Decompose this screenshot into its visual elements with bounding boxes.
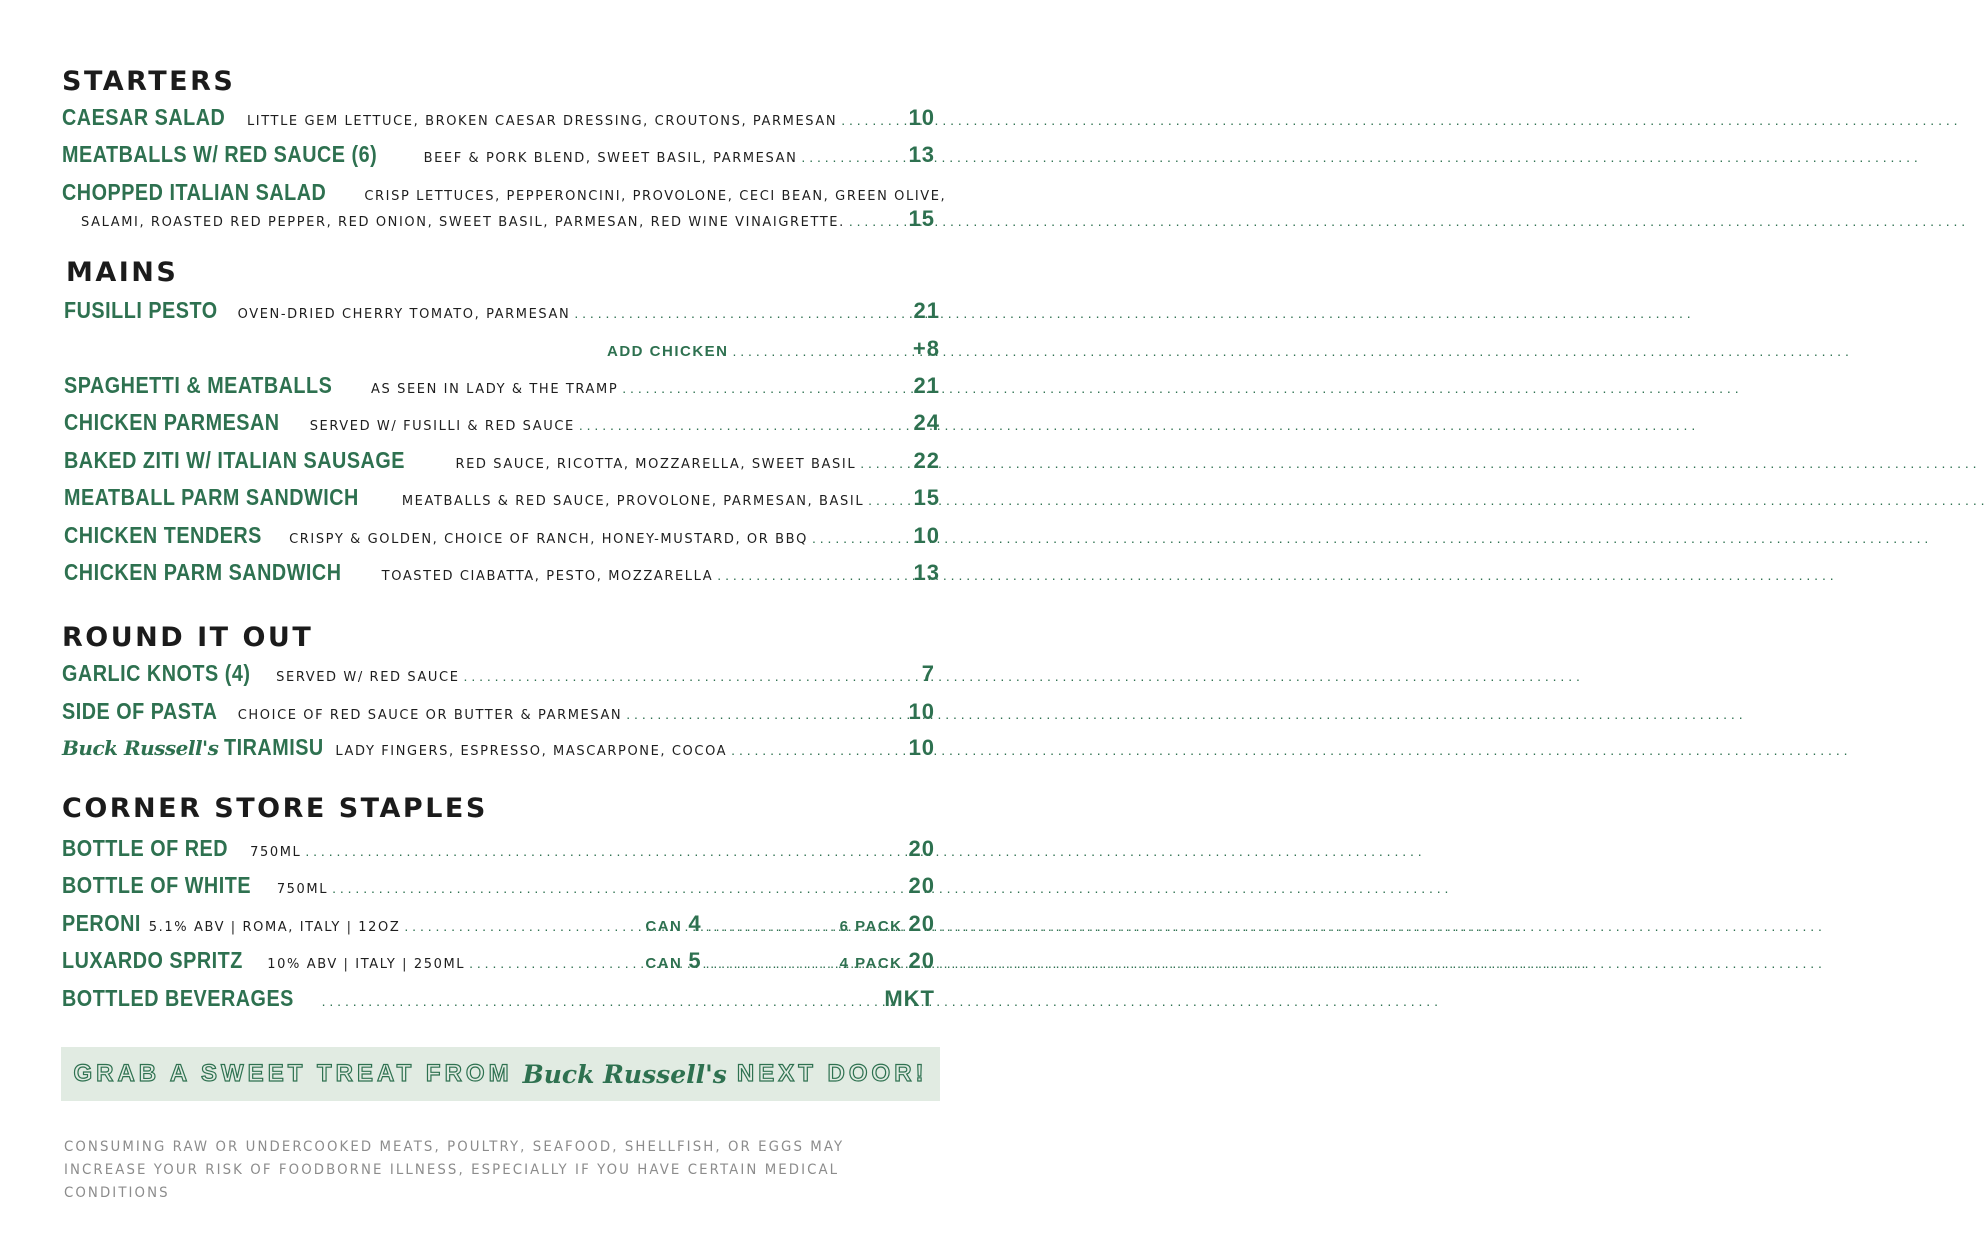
item-name: TIRAMISU (224, 734, 325, 760)
dot-leader (812, 531, 910, 545)
item-name: MEATBALL PARM SANDWICH (64, 484, 359, 510)
item-name: SIDE OF PASTA (62, 698, 218, 724)
item-name: BAKED ZITI W/ ITALIAN SAUSAGE (64, 447, 405, 473)
buck-russells-script-logo: Buck Russell's (62, 736, 219, 760)
item-description: CRISPY & GOLDEN, CHOICE OF RANCH, HONEY-MUSTARD, OR BBQ (289, 532, 808, 547)
buck-russells-script-logo: Buck Russell's (522, 1059, 727, 1089)
item-description: 750ML (250, 845, 302, 860)
round-it-out-heading: ROUND IT OUT (62, 622, 314, 653)
item-description: OVEN-DRIED CHERRY TOMATO, PARMESAN (237, 307, 571, 322)
dot-leader (332, 881, 904, 895)
item-price: 20 (908, 873, 935, 898)
menu-item-garlic-knots (62, 662, 935, 685)
pack-price: 20 (908, 911, 935, 936)
item-name: SPAGHETTI & MEATBALLS (64, 372, 333, 398)
menu-item-chopped-italian-salad (62, 179, 947, 205)
item-name: CHICKEN TENDERS (64, 522, 262, 548)
dot-leader (464, 669, 918, 683)
menu-item-meatballs-red-sauce (62, 143, 935, 166)
dot-leader (841, 113, 904, 127)
menu-item-luxardo-spritz (62, 949, 935, 972)
dot-leader (717, 568, 909, 582)
item-name: BOTTLED BEVERAGES (62, 985, 294, 1011)
menu-item-bottle-of-red (62, 837, 935, 860)
menu-item-chicken-parmesan (64, 411, 940, 434)
dot-leader (860, 456, 909, 470)
item-name: CAESAR SALAD (62, 104, 226, 130)
item-price: MKT (884, 986, 935, 1011)
item-price: 21 (913, 373, 940, 398)
item-description: MEATBALLS & RED SAUCE, PROVOLONE, PARMESAN, BASIL (401, 494, 865, 509)
menu-item-meatball-parm-sandwich (64, 486, 940, 509)
menu-item-spaghetti-meatballs (64, 374, 940, 397)
dot-leader (733, 344, 909, 358)
item-price: 10 (908, 699, 935, 724)
dot-leader (801, 150, 904, 164)
item-price: 10 (913, 523, 940, 548)
banner-text-before: GRAB A SWEET TREAT FROM (73, 1060, 513, 1087)
can-price: 4 (688, 911, 702, 936)
pack-label: 4 PACK (839, 955, 903, 972)
dot-leader (849, 213, 905, 229)
item-description: SERVED W/ RED SAUCE (276, 670, 460, 685)
item-description: TOASTED CIABATTA, PESTO, MOZZARELLA (381, 569, 714, 584)
item-name: FUSILLI PESTO (64, 297, 218, 323)
item-description: LADY FINGERS, ESPRESSO, MASCARPONE, COCOA (335, 744, 728, 759)
dot-leader (868, 493, 909, 507)
dot-leader (404, 919, 641, 933)
menu-item-side-of-pasta (62, 700, 935, 723)
item-price: 13 (913, 560, 940, 585)
dot-leader (305, 844, 904, 858)
banner-text-after: NEXT DOOR! (736, 1060, 928, 1087)
item-price: 10 (908, 735, 935, 760)
menu-item-chicken-parm-sandwich (64, 561, 940, 584)
can-label: CAN (645, 918, 683, 935)
item-description: 5.1% ABV | ROMA, ITALY | 12OZ (148, 920, 401, 935)
menu-item-chopped-italian-salad-line2 (81, 206, 935, 232)
pack-price: 20 (908, 948, 935, 973)
starters-heading: STARTERS (62, 66, 236, 97)
menu-item-fusilli-pesto (64, 299, 940, 322)
item-name: PERONI (62, 910, 141, 936)
menu-item-bottle-of-white (62, 874, 935, 897)
dot-leader (706, 919, 836, 933)
can-price: 5 (688, 948, 702, 973)
can-label: CAN (645, 955, 683, 972)
item-price: 24 (913, 410, 940, 435)
item-name: BOTTLE OF RED (62, 835, 229, 861)
pack-label: 6 PACK (839, 918, 903, 935)
mains-heading: MAINS (66, 257, 179, 288)
item-name: CHOPPED ITALIAN SALAD (62, 179, 327, 205)
item-name: BOTTLE OF WHITE (62, 872, 252, 898)
addon-price: +8 (912, 336, 940, 361)
sweet-treat-banner (61, 1047, 940, 1101)
menu-item-baked-ziti (64, 449, 940, 472)
menu-item-chicken-tenders (64, 524, 940, 547)
item-description: 10% ABV | ITALY | 250ML (267, 957, 466, 972)
item-price: 20 (908, 836, 935, 861)
dot-leader (731, 743, 904, 757)
item-price: 7 (921, 661, 935, 686)
menu-item-peroni (62, 912, 935, 935)
dot-leader (322, 994, 881, 1008)
item-description-continued: SALAMI, ROASTED RED PEPPER, RED ONION, SWEET BASIL, PARMESAN, RED WINE VINAIGRETTE. (81, 215, 845, 230)
item-price: 10 (908, 105, 935, 130)
addon-name: ADD CHICKEN (607, 343, 729, 360)
item-name: LUXARDO SPRITZ (62, 947, 243, 973)
item-price: 15 (908, 206, 935, 231)
item-name: CHICKEN PARMESAN (64, 409, 280, 435)
item-name: MEATBALLS W/ RED SAUCE (6) (62, 141, 378, 167)
dot-leader (469, 956, 641, 970)
item-price: 15 (913, 485, 940, 510)
item-description: SERVED W/ FUSILLI & RED SAUCE (309, 419, 575, 434)
menu-item-tiramisu (62, 736, 935, 759)
dot-leader (626, 707, 904, 721)
item-price: 22 (913, 448, 940, 473)
item-price: 21 (913, 298, 940, 323)
corner-store-heading: CORNER STORE STAPLES (62, 793, 488, 824)
item-description: BEEF & PORK BLEND, SWEET BASIL, PARMESAN (423, 151, 798, 166)
item-description: RED SAUCE, RICOTTA, MOZZARELLA, SWEET BASIL (455, 457, 857, 472)
item-description: 750ML (276, 882, 329, 897)
item-description: CHOICE OF RED SAUCE OR BUTTER & PARMESAN (237, 708, 623, 723)
item-name: CHICKEN PARM SANDWICH (64, 559, 342, 585)
item-name: GARLIC KNOTS (4) (62, 660, 251, 686)
item-description: LITTLE GEM LETTUCE, BROKEN CAESAR DRESSING, CROUTONS, PARMESAN (246, 114, 838, 129)
menu-item-caesar-salad (62, 106, 935, 129)
dot-leader (574, 306, 909, 320)
dot-leader (622, 381, 909, 395)
menu-item-bottled-beverages (62, 987, 935, 1010)
item-description: CRISP LETTUCES, PEPPERONCINI, PROVOLONE, CECI BEAN, GREEN OLIVE, (364, 189, 947, 204)
food-safety-disclaimer: CONSUMING RAW OR UNDERCOOKED MEATS, POULTRY, SEAFOOD, SHELLFISH, OR EGGS MAY INCREASE YOUR RISK OF FOODBORNE ILLNESS, ESPECIALLY IF YOU HAVE CERTAIN MEDICAL CONDITIONS (64, 1139, 845, 1201)
dot-leader (706, 956, 836, 970)
menu-addon-add-chicken (607, 338, 940, 360)
dot-leader (579, 418, 910, 432)
item-price: 13 (908, 142, 935, 167)
item-description: AS SEEN IN LADY & THE TRAMP (371, 382, 619, 397)
